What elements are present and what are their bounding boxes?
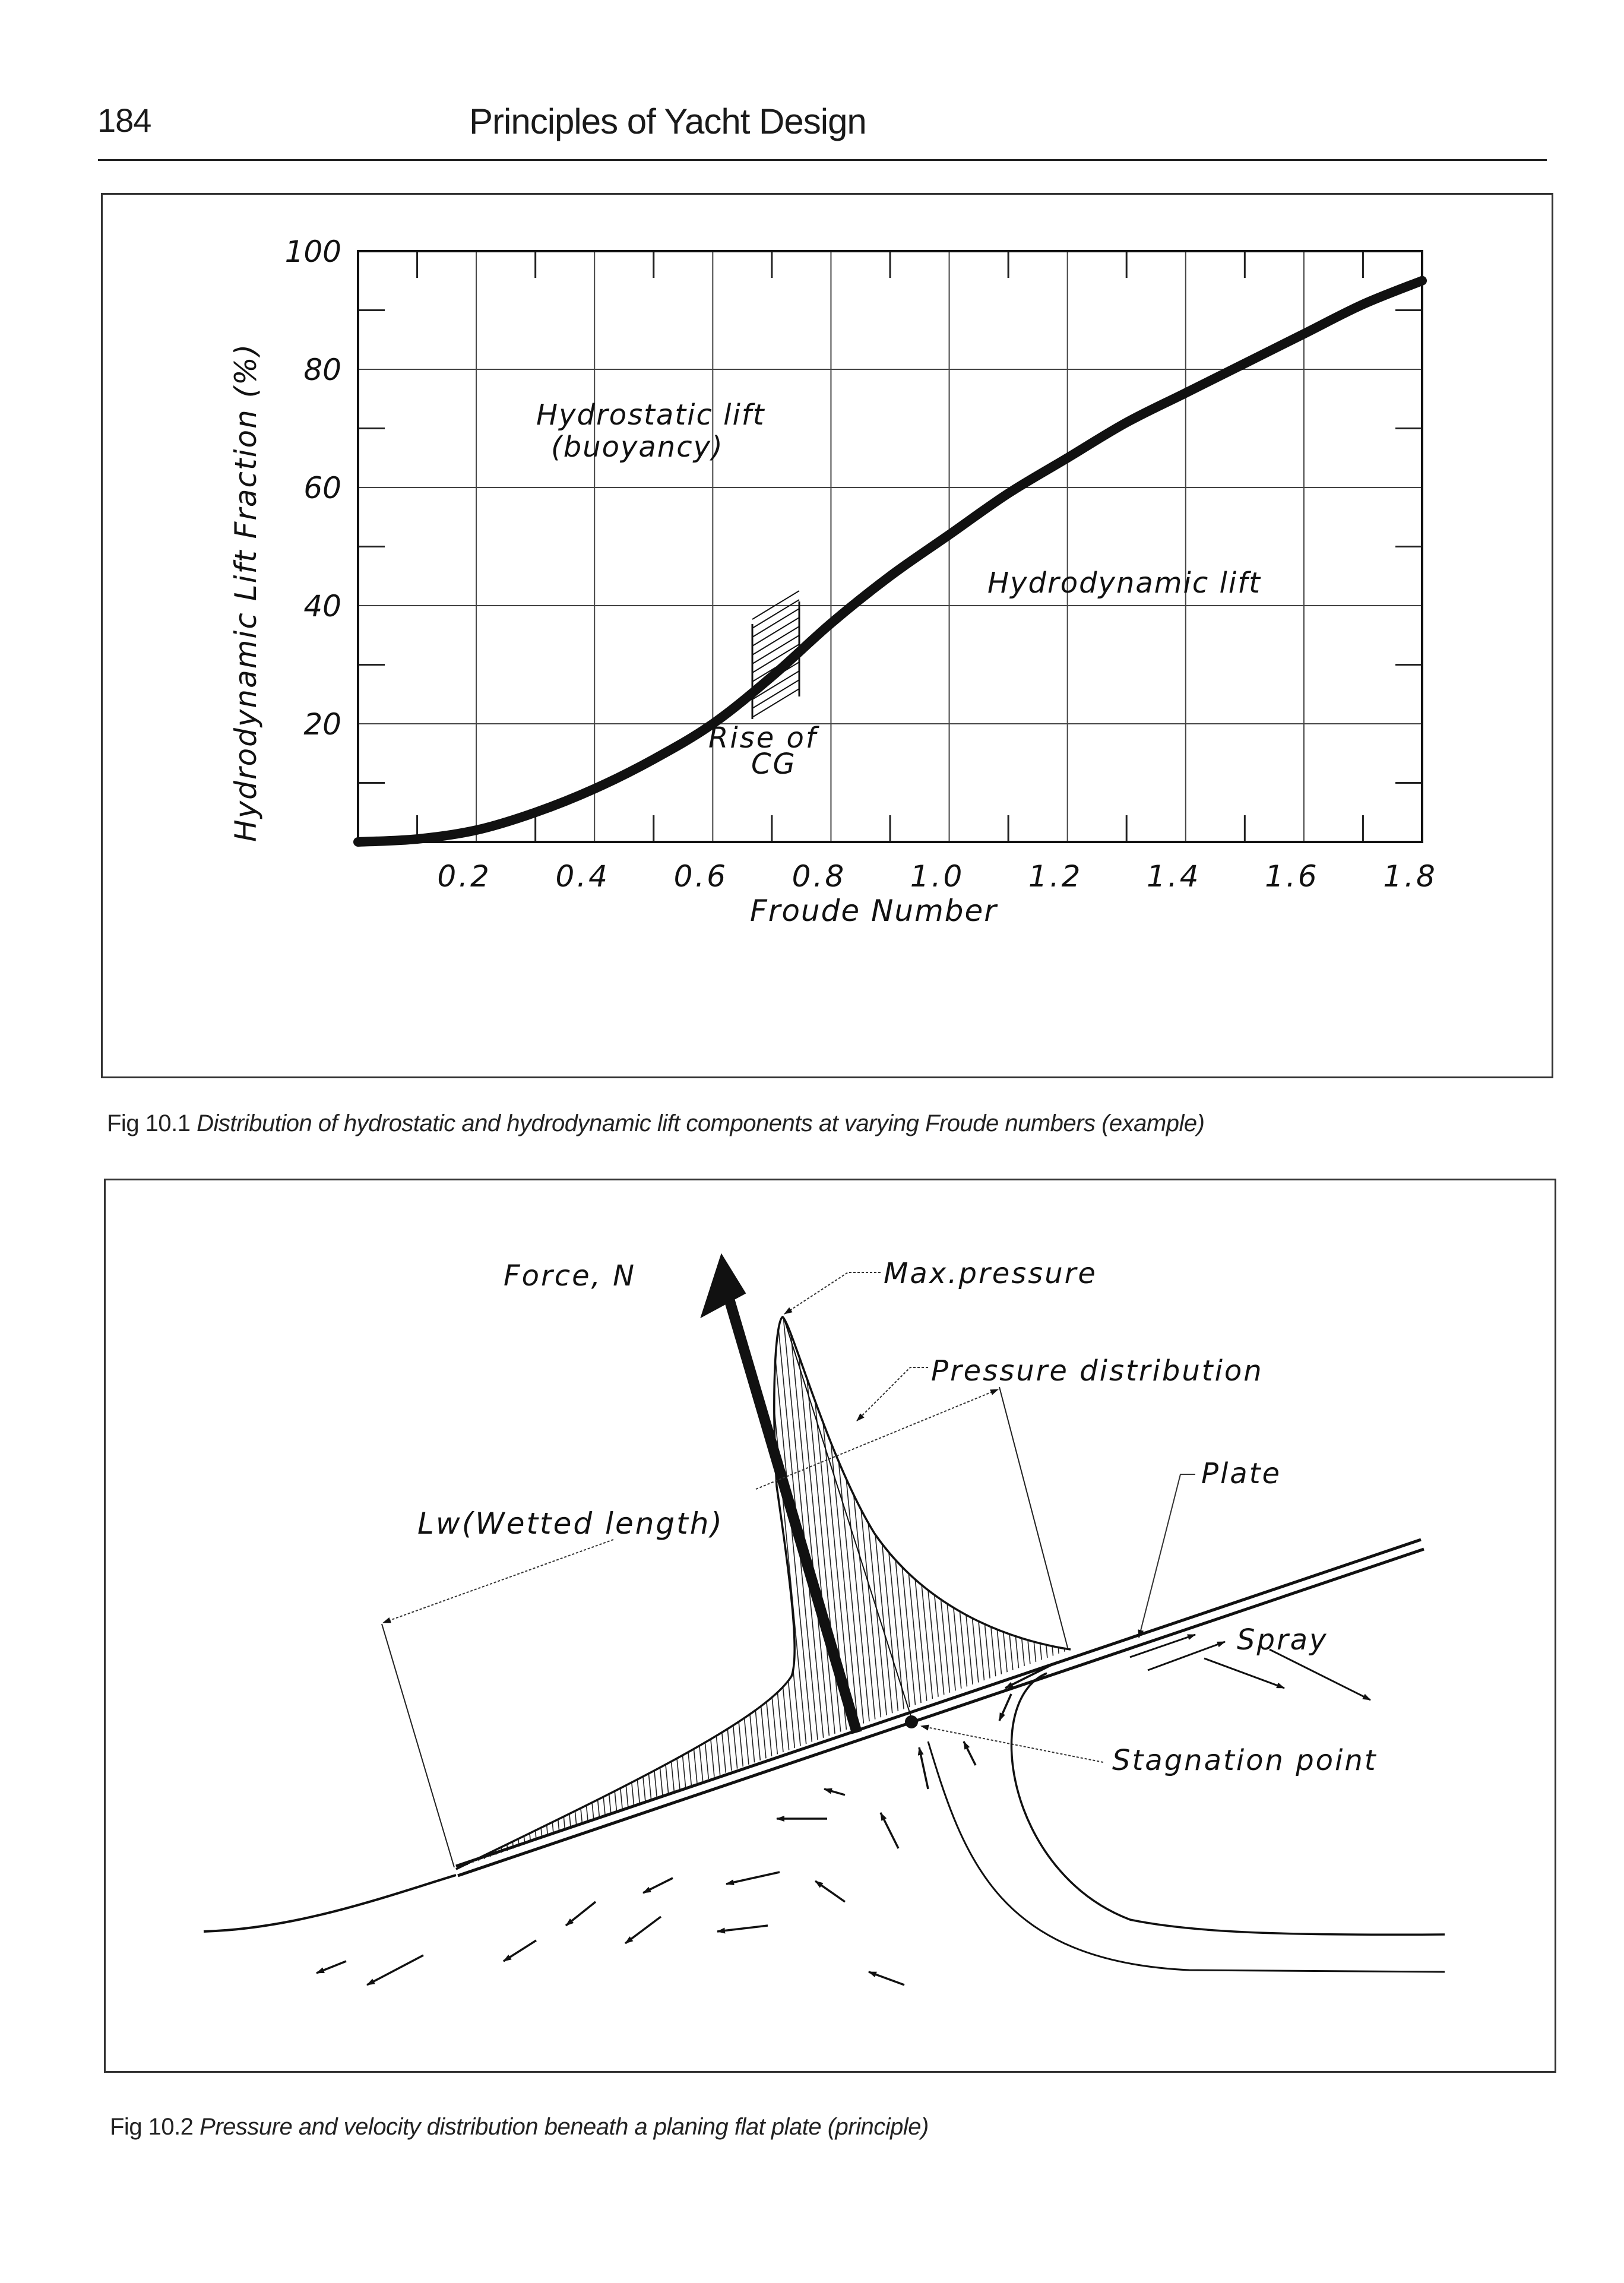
running-title: Principles of Yacht Design [469, 102, 866, 141]
figure-10-1-caption [107, 1110, 1204, 1137]
x-tick-label: 0.6 [673, 859, 729, 894]
x-tick-label: 1.6 [1265, 859, 1319, 894]
chart-ticks [358, 251, 1422, 842]
plate-line-bottom [458, 1549, 1424, 1876]
velocity-arrow [919, 1747, 928, 1789]
center-pressure-line [784, 1320, 913, 1724]
wetted-length-dim-lower [383, 1540, 613, 1623]
velocity-arrow [717, 1926, 768, 1931]
label-hydrodynamic-lift: Hydrodynamic lift [987, 566, 1261, 600]
wetted-length-ext-left [382, 1624, 454, 1867]
caption-text: Distribution of hydrostatic and hydrodynamic lift components at varying Froude numbers (example) [197, 1110, 1205, 1136]
header-rule [98, 159, 1547, 161]
velocity-arrow [367, 1955, 423, 1985]
label-stagnation-point: Stagnation point [1112, 1744, 1378, 1777]
y-tick-label: 60 [303, 471, 341, 505]
velocity-arrow [726, 1872, 780, 1884]
velocity-arrow [964, 1741, 976, 1765]
x-tick-label: 1.2 [1028, 859, 1083, 894]
caption-label: Fig 10.2 [110, 2114, 194, 2140]
velocity-arrow [869, 1972, 904, 1985]
free-surface-left [204, 1875, 456, 1931]
velocity-arrow [643, 1878, 673, 1893]
label-cg: CG [751, 748, 797, 781]
velocity-arrow [625, 1917, 661, 1943]
label-spray: Spray [1237, 1623, 1328, 1657]
plate-line-top [456, 1540, 1421, 1866]
velocity-arrow [566, 1902, 596, 1926]
velocity-arrow [824, 1789, 845, 1795]
figure-10-2-caption [110, 2114, 929, 2140]
y-tick-label: 40 [303, 589, 341, 623]
x-tick-label: 0.2 [437, 859, 492, 894]
caption-label: Fig 10.1 [107, 1110, 191, 1136]
velocity-arrow [815, 1881, 845, 1902]
y-axis-title: Hydrodynamic Lift Fraction (%) [229, 343, 263, 842]
plot-frame [358, 251, 1422, 842]
lift-fraction-chart [103, 195, 1552, 1076]
figure-10-1 [101, 193, 1553, 1078]
plate-leader [1139, 1474, 1195, 1638]
label-force: Force, N [504, 1259, 637, 1293]
jet-outer-streamline [1011, 1673, 1445, 1934]
pressure-distribution-leader [857, 1367, 928, 1421]
label-buoyancy: (buoyancy) [551, 430, 724, 464]
label-rise-of: Rise of [708, 721, 818, 755]
caption-text: Pressure and velocity distribution beneath a planing flat plate (principle) [200, 2114, 929, 2140]
velocity-arrow [316, 1961, 346, 1973]
x-tick-label: 1.4 [1147, 859, 1201, 894]
hydrodynamic-lift-curve [358, 281, 1422, 842]
wetted-length-dim-upper [756, 1389, 998, 1489]
velocity-arrow [881, 1813, 898, 1848]
label-hydrostatic-lift: Hydrostatic lift [536, 398, 765, 432]
label-max-pressure: Max.pressure [884, 1257, 1097, 1290]
y-tick-label: 80 [303, 353, 341, 387]
page-header [95, 95, 1544, 166]
velocity-arrow [504, 1940, 536, 1961]
x-tick-label: 0.4 [555, 859, 610, 894]
planing-plate-diagram [106, 1180, 1555, 2071]
y-tick-label: 100 [284, 235, 341, 269]
label-pressure-distribution: Pressure distribution [931, 1354, 1264, 1388]
y-tick-label: 20 [303, 707, 341, 742]
spray-arrow-3 [1204, 1658, 1284, 1688]
x-tick-label: 0.8 [792, 859, 847, 894]
stagnation-point-dot [905, 1715, 918, 1728]
x-tick-label: 1.8 [1383, 859, 1438, 894]
spray-arrow-1 [1148, 1642, 1225, 1670]
y-tick-labels [285, 235, 341, 742]
x-tick-label: 1.0 [910, 859, 965, 894]
label-wetted-length: Lw(Wetted length) [417, 1506, 724, 1541]
wetted-length-ext-right [999, 1387, 1068, 1648]
figure-10-2 [104, 1179, 1556, 2073]
x-axis-title: Froude Number [750, 894, 998, 928]
spray-arrow-4 [1270, 1649, 1370, 1700]
max-pressure-leader [784, 1272, 881, 1314]
page-number: 184 [97, 102, 151, 139]
velocity-arrow [999, 1694, 1011, 1721]
force-arrow-head [701, 1255, 745, 1317]
label-plate: Plate [1201, 1457, 1282, 1490]
chart-grid [358, 251, 1422, 842]
x-tick-labels [437, 859, 1437, 894]
